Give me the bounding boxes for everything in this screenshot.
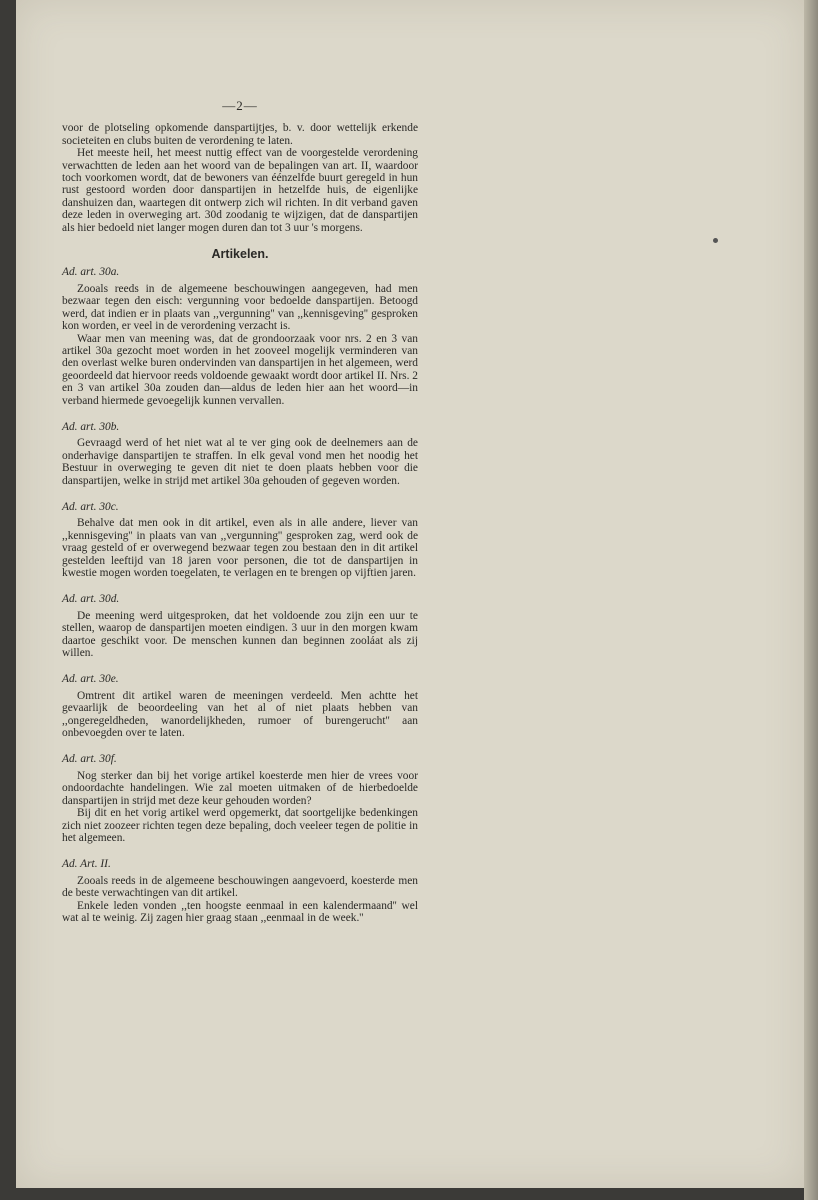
- article-paragraph: Gevraagd werd of het niet wat al te ver ging ook de deelnemers aan de onderhavige danspartijen te straffen. In elk geval vond men het noodig het Bestuur in overweging te geven dit niet te doen plaats hebben voor die danspartijen, welke in strijd met artikel 30a gehouden of gegeven worden.: [62, 437, 418, 487]
- article-30d: [62, 593, 418, 659]
- article-30e: [62, 673, 418, 739]
- intro-paragraph-2: Het meeste heil, het meest nuttig effect van de voorgestelde verordening verwachtten de leden aan het woord van de bepalingen van art. II, waardoor toch voorkomen wordt, dat de bewoners van éénzelfde buurt geregeld in hun rust gestoord worden door danspartijen in hetzelfde huis, de eigenlijke danshuizen dan, waartegen dit ontwerp zich wil richten. In dit verband gaven deze leden in overweging art. 30d zoodanig te wijzigen, dat de danspartijen als hier bedoeld niet langer mogen duren dan tot 3 uur 's morgens.: [62, 147, 418, 234]
- article-heading: Ad. art. 30f.: [62, 753, 117, 766]
- article-II: [62, 858, 418, 924]
- article-30a: [62, 266, 418, 406]
- article-heading: Ad. art. 30d.: [62, 593, 120, 606]
- article-paragraph: Waar men van meening was, dat de grondoorzaak voor nrs. 2 en 3 van artikel 30a gezocht moet worden in het zooveel mogelijk verminderen van den overlast welke buren ondervinden van danspartijen in het algemeen, werd geoordeeld dat hiervoor reeds voldoende gewaakt wordt door artikel II. Nrs. 2 en 3 van artikel 30a zouden dan—aldus de leden hier aan het woord—in verband hiermede gevoegelijk kunnen vervallen.: [62, 332, 418, 407]
- intro-paragraph-1: voor de plotseling opkomende danspartijtjes, b. v. door wettelijk erkende societeiten en clubs buiten de verordening te laten.: [62, 122, 418, 147]
- article-heading: Ad. Art. II.: [62, 858, 111, 871]
- article-paragraph: Nog sterker dan bij het vorige artikel koesterde men hier de vrees voor ondoordachte handelingen. Wie zal moeten uitmaken of de hierbedoelde danspartijen in strijd met deze keur gehouden worden?: [62, 769, 418, 807]
- bleed-through-text: [636, 90, 806, 320]
- paper-speck: [713, 238, 718, 243]
- article-paragraph: Omtrent dit artikel waren de meeningen verdeeld. Men achtte het gevaarlijk de beoordeeling van het al of niet plaats hebben van ,,ongeregeldheden, wanordelijkheden, rumoer of burengerucht'' aan onbevoegden over te laten.: [62, 689, 418, 740]
- section-title: Artikelen.: [211, 247, 269, 262]
- article-30f: [62, 753, 418, 844]
- article-30b: [62, 421, 418, 487]
- article-paragraph: Zooals reeds in de algemeene beschouwingen aangevoerd, koesterde men de beste verwachtingen van dit artikel.: [62, 874, 418, 900]
- page-edge-shadow: [804, 0, 818, 1200]
- article-paragraph: Zooals reeds in de algemeene beschouwingen aangegeven, had men bezwaar tegen den eisch: vergunning voor bedoelde danspartijen. Betoogd werd, dat indien er in plaats van ,,vergunning'' van ,,kennisgeving'' gesproken kon worden, er veel in de verordening verzacht is.: [62, 282, 418, 333]
- article-heading: Ad. art. 30b.: [62, 420, 120, 433]
- article-paragraph: De meening werd uitgesproken, dat het voldoende zou zijn een uur te stellen, waarop de danspartijen moeten eindigen. 3 uur in den morgen kwam daartoe geschikt voor. De menschen kunnen dan beginnen zooláat als zij willen.: [62, 609, 418, 660]
- article-30c: [62, 501, 418, 579]
- article-paragraph: Behalve dat men ook in dit artikel, even als in alle andere, liever van ,,kennisgeving'' in plaats van van ,,vergunning'' gesproken zag, werd ook de vraag gesteld of er overwegend bezwaar tegen zou bestaan den in dit artikel gestelden leeftijd van 18 jaren voor personen, die tot de danspartijen in kwestie mogen worden toegelaten, te verlagen en te brengen op vijftien jaren.: [62, 517, 418, 579]
- page-number: —2—: [222, 98, 258, 113]
- article-paragraph: Enkele leden vonden ,,ten hoogste eenmaal in een kalendermaand'' wel wat al te weinig. Zij zagen hier graag staan ,,eenmaal in de week.'': [62, 899, 418, 924]
- article-paragraph: Bij dit en het vorig artikel werd opgemerkt, dat soortgelijke bedenkingen zich niet zoozeer richten tegen deze bepaling, doch veeleer tegen de politie in het algemeen.: [62, 807, 418, 844]
- article-heading: Ad. art. 30e.: [62, 673, 119, 686]
- article-heading: Ad. art. 30a.: [62, 266, 120, 279]
- article-heading: Ad. art. 30c.: [62, 500, 119, 513]
- document-page: [16, 0, 804, 1188]
- text-column: [62, 100, 418, 924]
